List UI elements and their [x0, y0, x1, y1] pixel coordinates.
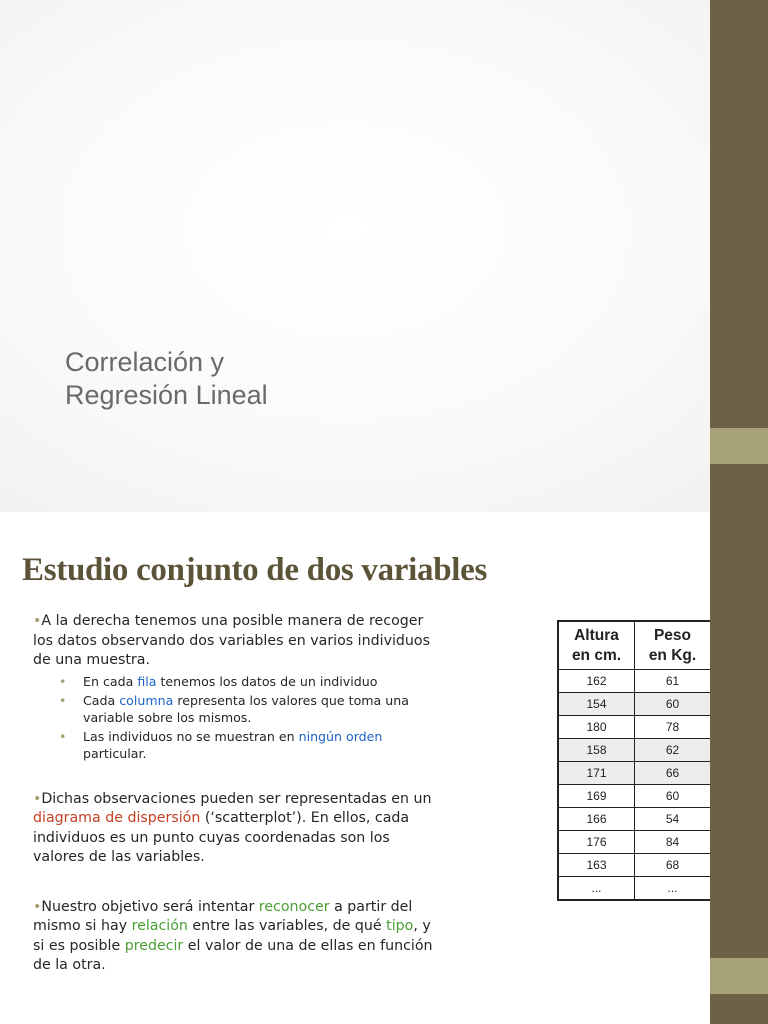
sub-item-text: Las individuos no se muestran en — [83, 728, 299, 744]
presentation-title — [65, 346, 268, 412]
paragraph-text: Dichas observaciones pueden ser representadas en un — [41, 790, 432, 807]
paragraph-text: , y si es posible — [33, 918, 431, 954]
header-line: en Kg. — [648, 646, 697, 664]
table-row — [558, 762, 711, 785]
highlight-term: ningún orden — [298, 728, 383, 744]
table-cell: ... — [558, 877, 635, 901]
table-cell: 61 — [635, 670, 712, 693]
bullet-dot: • — [33, 613, 42, 629]
header-line: Peso — [653, 626, 692, 644]
decorative-side-accent — [710, 958, 768, 994]
table-row — [558, 670, 711, 693]
slide-body — [33, 612, 445, 976]
highlight-term: relación — [131, 918, 188, 934]
data-table — [557, 620, 712, 901]
table-cell: 180 — [558, 716, 635, 739]
table-row — [558, 831, 711, 854]
paragraph-text: entre las variables, de qué — [187, 918, 387, 934]
header-line: en cm. — [571, 646, 622, 664]
paragraph-text: (‘scatterplot’). En ellos, cada individuos es un punto cuyas coordenadas son los valores de las variables. — [33, 810, 410, 865]
paragraph-text: el valor de una de ellas en función de la otra. — [33, 937, 433, 973]
header-peso — [635, 621, 712, 670]
sub-bullet-list — [33, 673, 445, 762]
sub-bullet-item — [59, 692, 445, 726]
paragraph-text: a partir del mismo si hay — [33, 898, 413, 934]
bullet-dot: • — [59, 673, 67, 689]
highlight-term: tipo — [386, 918, 414, 934]
highlight-term: fila — [137, 673, 157, 689]
highlight-term: reconocer — [258, 898, 330, 915]
table-cell: 163 — [558, 854, 635, 877]
bullet-dot: • — [59, 728, 67, 744]
table-row — [558, 854, 711, 877]
table-cell: 169 — [558, 785, 635, 808]
table-cell: 158 — [558, 739, 635, 762]
bullet-dot: • — [33, 898, 42, 915]
table-row — [558, 808, 711, 831]
table-cell: 166 — [558, 808, 635, 831]
paragraph-intro-text: A la derecha tenemos una posible manera de recoger los datos observando dos variables en varios individuos de una muestra. — [33, 613, 430, 668]
table-header-row — [558, 621, 711, 670]
bullet-dot: • — [33, 790, 42, 807]
paragraph-scatterplot — [33, 790, 445, 868]
table-row — [558, 739, 711, 762]
table-cell: 60 — [635, 693, 712, 716]
title-line-1: Correlación y — [65, 347, 225, 377]
sub-item-text: tenemos los datos de un individuo — [156, 673, 378, 689]
highlight-term: diagrama de dispersión — [33, 810, 201, 826]
table-cell: 176 — [558, 831, 635, 854]
table-cell: 60 — [635, 785, 712, 808]
table-cell: 54 — [635, 808, 712, 831]
sub-item-text: En cada — [83, 673, 138, 689]
table-row — [558, 877, 711, 901]
sub-item-text: representa los valores que toma una variable sobre los mismos. — [83, 692, 409, 725]
highlight-term: columna — [119, 692, 174, 708]
table-cell: 154 — [558, 693, 635, 716]
paragraph-objective — [33, 898, 445, 976]
paragraph-text: Nuestro objetivo será intentar — [41, 898, 259, 915]
table-cell: 162 — [558, 670, 635, 693]
bullet-dot: • — [59, 692, 67, 708]
content-slide — [0, 512, 768, 1024]
table-row — [558, 693, 711, 716]
table-cell: 171 — [558, 762, 635, 785]
decorative-side-bar — [710, 512, 768, 1024]
decorative-side-accent — [710, 428, 768, 464]
sub-item-text: Cada — [83, 692, 120, 708]
sub-item-text: particular. — [83, 745, 147, 761]
table-cell: 62 — [635, 739, 712, 762]
header-line: Altura — [574, 626, 619, 644]
sub-bullet-item — [59, 728, 445, 762]
highlight-term: predecir — [124, 937, 184, 954]
sub-bullet-item — [59, 673, 445, 690]
table-cell: ... — [635, 877, 712, 901]
title-line-2: Regresión Lineal — [65, 380, 268, 410]
table-row — [558, 716, 711, 739]
paragraph-intro — [33, 612, 445, 671]
table-row — [558, 785, 711, 808]
table-cell: 78 — [635, 716, 712, 739]
table-cell: 68 — [635, 854, 712, 877]
table-cell: 66 — [635, 762, 712, 785]
table-cell: 84 — [635, 831, 712, 854]
slide-heading: Estudio conjunto de dos variables — [22, 552, 488, 588]
header-altura — [558, 621, 635, 670]
